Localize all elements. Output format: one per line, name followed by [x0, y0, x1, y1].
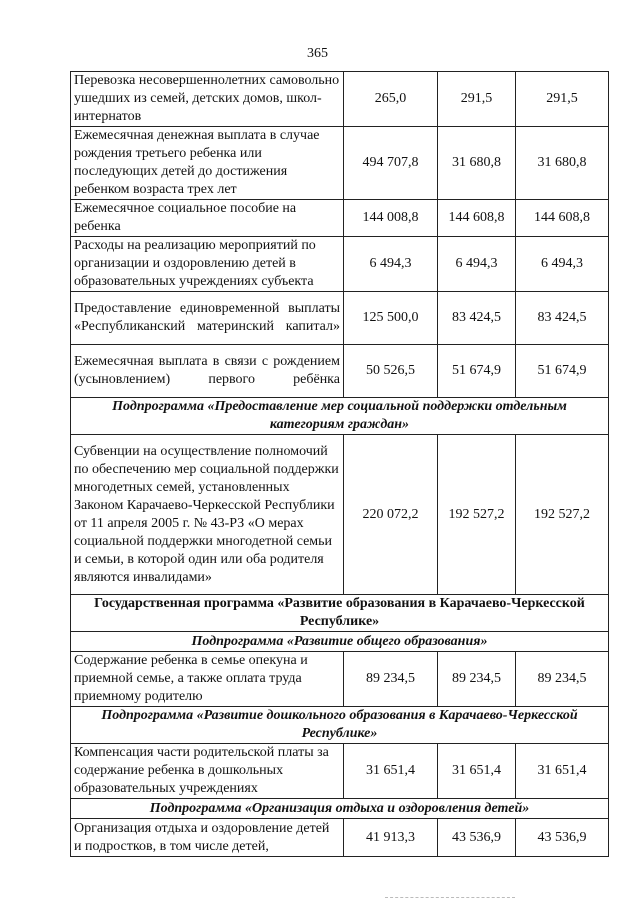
- row-label: Предоставление единовременной выплаты «Республиканский материнский капитал»: [71, 292, 344, 345]
- value-year-2: 31 651,4: [438, 744, 516, 799]
- value-year-1: 220 072,2: [344, 435, 438, 595]
- value-year-3: 6 494,3: [516, 237, 609, 292]
- table-row: [71, 819, 609, 857]
- table-row: [71, 435, 609, 595]
- budget-table: [70, 71, 609, 857]
- row-label: Компенсация части родительской платы за содержание ребенка в дошкольных образовательных учреждениях: [71, 744, 344, 799]
- subprogram-header-row: [71, 799, 609, 819]
- table-row: [71, 292, 609, 345]
- row-label: Ежемесячная денежная выплата в случае рождения третьего ребенка или последующих детей до достижения ребенком возраста трех лет: [71, 127, 344, 200]
- value-year-3: 31 680,8: [516, 127, 609, 200]
- subprogram-title: Подпрограмма «Предоставление мер социальной поддержки отдельным категориям граждан»: [71, 398, 609, 435]
- value-year-2: 89 234,5: [438, 652, 516, 707]
- value-year-1: 89 234,5: [344, 652, 438, 707]
- value-year-1: 31 651,4: [344, 744, 438, 799]
- row-label: Расходы на реализацию мероприятий по организации и оздоровлению детей в образовательных учреждениях субъекта: [71, 237, 344, 292]
- value-year-1: 494 707,8: [344, 127, 438, 200]
- program-title: Государственная программа «Развитие образования в Карачаево-Черкесской Республике»: [71, 595, 609, 632]
- value-year-1: 144 008,8: [344, 200, 438, 237]
- table-row: [71, 237, 609, 292]
- value-year-1: 265,0: [344, 72, 438, 127]
- value-year-3: 192 527,2: [516, 435, 609, 595]
- row-label: Перевозка несовершеннолетних самовольно ушедших из семей, детских домов, школ-интернатов: [71, 72, 344, 127]
- value-year-3: 31 651,4: [516, 744, 609, 799]
- subprogram-header-row: [71, 707, 609, 744]
- value-year-3: 83 424,5: [516, 292, 609, 345]
- row-label: Организация отдыха и оздоровление детей и подростков, в том числе детей,: [71, 819, 344, 857]
- value-year-3: 291,5: [516, 72, 609, 127]
- value-year-2: 43 536,9: [438, 819, 516, 857]
- page-number: 365: [307, 46, 328, 61]
- value-year-1: 41 913,3: [344, 819, 438, 857]
- value-year-3: 144 608,8: [516, 200, 609, 237]
- value-year-3: 43 536,9: [516, 819, 609, 857]
- row-label: Ежемесячная выплата в связи с рождением (усыновлением) первого ребёнка: [71, 345, 344, 398]
- value-year-2: 51 674,9: [438, 345, 516, 398]
- subprogram-header-row: [71, 398, 609, 435]
- table-row: [71, 652, 609, 707]
- value-year-1: 50 526,5: [344, 345, 438, 398]
- subprogram-title: Подпрограмма «Организация отдыха и оздоровления детей»: [71, 799, 609, 819]
- value-year-2: 291,5: [438, 72, 516, 127]
- value-year-3: 89 234,5: [516, 652, 609, 707]
- value-year-2: 83 424,5: [438, 292, 516, 345]
- value-year-2: 144 608,8: [438, 200, 516, 237]
- row-label: Субвенции на осуществление полномочий по обеспечению мер социальной поддержки многодетных семей, установленных Законом Карачаево-Черкесской Республики от 11 апреля 2005 г. № 43-РЗ «О мерах социальной поддержки многодетной семьи и семьи, в которой один или оба родителя являются инвалидами»: [71, 435, 344, 595]
- value-year-2: 192 527,2: [438, 435, 516, 595]
- program-header-row: [71, 595, 609, 632]
- scan-artifact-line: [385, 897, 515, 898]
- table-row: [71, 744, 609, 799]
- row-label: Ежемесячное социальное пособие на ребенка: [71, 200, 344, 237]
- table-row: [71, 345, 609, 398]
- subprogram-title: Подпрограмма «Развитие дошкольного образования в Карачаево-Черкесской Республике»: [71, 707, 609, 744]
- table-row: [71, 72, 609, 127]
- subprogram-title: Подпрограмма «Развитие общего образования»: [71, 632, 609, 652]
- value-year-2: 31 680,8: [438, 127, 516, 200]
- subprogram-header-row: [71, 632, 609, 652]
- value-year-1: 6 494,3: [344, 237, 438, 292]
- row-label: Содержание ребенка в семье опекуна и приемной семье, а также оплата труда приемному родителю: [71, 652, 344, 707]
- value-year-1: 125 500,0: [344, 292, 438, 345]
- value-year-2: 6 494,3: [438, 237, 516, 292]
- table-row: [71, 200, 609, 237]
- value-year-3: 51 674,9: [516, 345, 609, 398]
- table-row: [71, 127, 609, 200]
